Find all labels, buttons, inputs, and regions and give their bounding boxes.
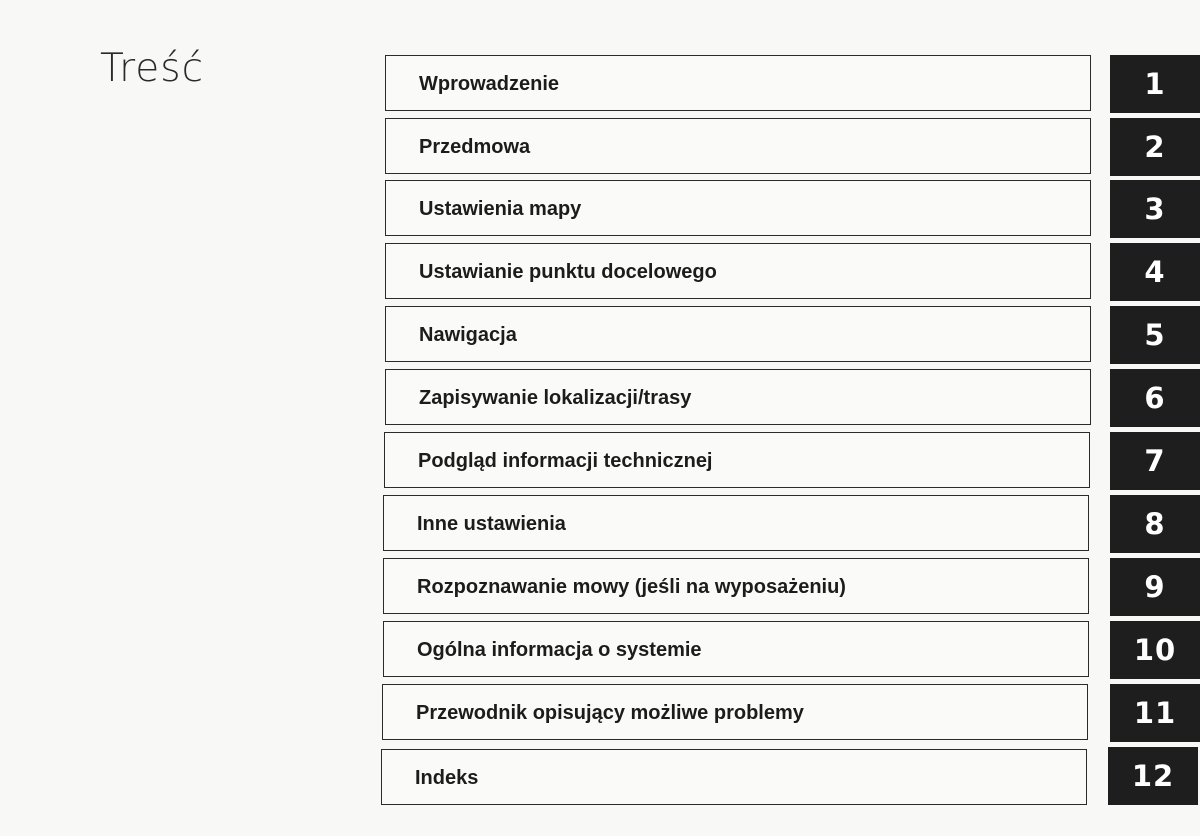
chapter-number: 4 (1144, 255, 1166, 289)
toc-row-map-settings (0, 180, 1200, 238)
toc-entry-troubleshooting[interactable] (382, 684, 1088, 740)
toc-row-voice-recognition (0, 558, 1200, 616)
chapter-tab-10[interactable] (1110, 621, 1200, 679)
toc-entry-foreword[interactable] (385, 118, 1091, 174)
chapter-tab-7[interactable] (1110, 432, 1200, 490)
chapter-tab-8[interactable] (1110, 495, 1200, 553)
toc-row-troubleshooting (0, 684, 1200, 742)
toc-entry-title: Rozpoznawanie mowy (jeśli na wyposażeniu) (417, 576, 846, 598)
chapter-tab-3[interactable] (1110, 180, 1200, 238)
chapter-number: 1 (1144, 67, 1166, 101)
toc-entry-voice-recognition[interactable] (383, 558, 1089, 614)
toc-entry-title: Ustawienia mapy (419, 198, 582, 220)
chapter-number: 5 (1144, 318, 1166, 352)
chapter-tab-12[interactable] (1108, 747, 1198, 805)
chapter-number: 7 (1144, 444, 1166, 478)
toc-entry-title: Ustawianie punktu docelowego (419, 261, 717, 283)
toc-row-system-info (0, 621, 1200, 679)
chapter-number: 12 (1131, 759, 1175, 793)
chapter-tab-1[interactable] (1110, 55, 1200, 113)
toc-row-navigation (0, 306, 1200, 364)
toc-row-technical-info (0, 432, 1200, 490)
toc-entry-title: Zapisywanie lokalizacji/trasy (419, 387, 692, 409)
toc-entry-introduction[interactable] (385, 55, 1091, 111)
page-title: Treść (100, 46, 205, 91)
toc-row-other-settings (0, 495, 1200, 553)
toc-row-foreword (0, 118, 1200, 176)
toc-entry-title: Nawigacja (419, 324, 517, 346)
toc-entry-title: Ogólna informacja o systemie (417, 639, 702, 661)
toc-entry-system-info[interactable] (383, 621, 1089, 677)
toc-row-destination (0, 243, 1200, 301)
toc-entry-title: Przedmowa (419, 136, 531, 158)
chapter-number: 8 (1144, 507, 1166, 541)
toc-entry-map-settings[interactable] (385, 180, 1091, 236)
chapter-tab-4[interactable] (1110, 243, 1200, 301)
chapter-number: 2 (1144, 130, 1166, 164)
chapter-tab-11[interactable] (1110, 684, 1200, 742)
toc-entry-title: Podgląd informacji technicznej (418, 450, 713, 472)
toc-entry-title: Wprowadzenie (419, 73, 560, 95)
chapter-number: 11 (1133, 696, 1177, 730)
chapter-number: 10 (1133, 633, 1177, 667)
chapter-tab-2[interactable] (1110, 118, 1200, 176)
toc-row-introduction (0, 55, 1200, 113)
toc-entry-title: Przewodnik opisujący możliwe problemy (416, 702, 804, 724)
toc-row-save-location (0, 369, 1200, 427)
toc-entry-destination[interactable] (385, 243, 1091, 299)
toc-row-index (0, 747, 1200, 805)
toc-entry-index[interactable] (381, 749, 1087, 805)
toc-entry-navigation[interactable] (385, 306, 1091, 362)
toc-entry-title: Inne ustawienia (417, 513, 566, 535)
toc-entry-title: Indeks (415, 767, 479, 789)
chapter-tab-6[interactable] (1110, 369, 1200, 427)
toc-entry-technical-info[interactable] (384, 432, 1090, 488)
toc-entry-other-settings[interactable] (383, 495, 1089, 551)
chapter-number: 9 (1144, 570, 1166, 604)
chapter-number: 3 (1144, 192, 1166, 226)
chapter-tab-9[interactable] (1110, 558, 1200, 616)
toc-entry-save-location[interactable] (385, 369, 1091, 425)
chapter-tab-5[interactable] (1110, 306, 1200, 364)
chapter-number: 6 (1144, 381, 1166, 415)
